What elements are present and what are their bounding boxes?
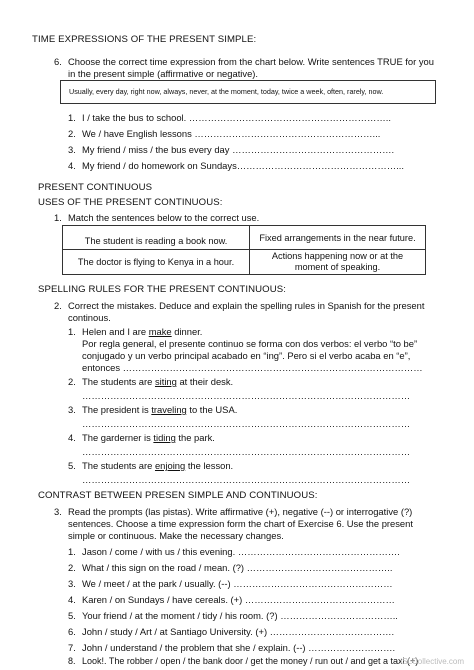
- ex6-item: 3. My friend / miss / the bus every day …………………………………………….: [68, 144, 395, 155]
- ex2-item-1: 1. Helen and I are make dinner.: [68, 326, 203, 337]
- ex6-item: 2. We / have English lessons …………………………………………………...: [68, 128, 381, 139]
- answer-dots: ……………………………………………………………………………………………: [82, 446, 411, 457]
- ex2-instruction-line2: continous.: [68, 312, 111, 323]
- ex2-explanation-line3: entonces ……………………………………………………………………………………: [82, 362, 423, 373]
- ex6-number: 6.: [54, 56, 62, 67]
- ex2-instruction-line1: Correct the mistakes. Deduce and explain the spelling rules in Spanish for the present: [68, 300, 425, 311]
- section-title-contrast: CONTRAST BETWEEN PRESEN SIMPLE AND CONTINUOUS:: [38, 490, 318, 501]
- ex3-instruction-line3: simple or continuous. Make the necessary changes.: [68, 530, 284, 541]
- answer-dots: ……………………………………………………………………………………………: [82, 418, 411, 429]
- ex2-item-5: 5. The students are enjoing the lesson.: [68, 460, 234, 471]
- ex6-instruction-line1: Choose the correct time expression from the chart below. Write sentences TRUE for you: [68, 56, 434, 67]
- ex6-item: 1. I / take the bus to school. ………………………………………………………..: [68, 112, 391, 123]
- ex3-item: 4. Karen / on Sundays / have cereals. (+) …………………………………………: [68, 594, 395, 605]
- match-use-2: Actions happening now or at the moment of speaking.: [250, 250, 426, 275]
- ex3-item: 1. Jason / come / with us / this evening. …………………………………………….: [68, 546, 400, 557]
- ex2-item-3: 3. The president is traveling to the USA.: [68, 404, 238, 415]
- ex6-instruction-line2: in the present simple (affirmative or negative).: [68, 68, 259, 79]
- time-expressions-box: [60, 80, 436, 104]
- ex2-explanation-line2: conjugado y un verbo principal acabado en “ing”. Pero si el verbo acaba en “e”,: [82, 350, 411, 361]
- ex3-item: 7. John / understand / the problem that she / explain. (--) ……………………….: [68, 642, 396, 653]
- ex2-explanation-line1: Por regla general, el presente continuo se forma con dos verbos: el verbo “to be”: [82, 338, 418, 349]
- ex6-item: 4. My friend / do homework on Sundays……………………………………………...: [68, 160, 404, 171]
- ex1-instruction: Match the sentences below to the correct use.: [68, 212, 260, 223]
- match-use-1: Fixed arrangements in the near future.: [250, 226, 426, 250]
- ex1-number: 1.: [54, 212, 62, 223]
- ex3-item: 3. We / meet / at the park / usually. (--) ……………………………………………: [68, 578, 393, 589]
- ex3-instruction-line2: sentences. Choose a time expression form the chart of Exercise 6. Use the present: [68, 518, 413, 529]
- answer-dots: ……………………………………………………………………………………………: [82, 390, 411, 401]
- answer-dots: ……………………………………………………………………………………………: [82, 474, 411, 485]
- time-expressions-text: Usually, every day, right now, always, never, at the moment, today, twice a week, often, rarely, now.: [69, 87, 384, 96]
- watermark: iSLCollective.com: [400, 657, 464, 666]
- match-table: [62, 225, 426, 275]
- ex2-number: 2.: [54, 300, 62, 311]
- section-title-present-continuous: PRESENT CONTINUOUS: [38, 182, 153, 193]
- section-title-time-expressions: TIME EXPRESSIONS OF THE PRESENT SIMPLE:: [32, 34, 257, 45]
- ex3-instruction-line1: Read the prompts (las pistas). Write affirmative (+), negative (--) or interrogative (?): [68, 506, 413, 517]
- ex3-number: 3.: [54, 506, 62, 517]
- section-title-uses: USES OF THE PRESENT CONTINUOUS:: [38, 197, 223, 208]
- ex3-item: 8. Look!. The robber / open / the bank door / get the money / run out / and get a taxi (+): [68, 656, 419, 666]
- ex3-item: 5. Your friend / at the moment / tidy / his room. (?) ………………………………..: [68, 610, 398, 621]
- ex2-item-4: 4. The garderner is tiding the park.: [68, 432, 215, 443]
- ex3-item: 2. What / this sign on the road / mean. (?) ………………………………………..: [68, 562, 393, 573]
- section-title-spelling: SPELLING RULES FOR THE PRESENT CONTINUOUS:: [38, 284, 287, 295]
- ex3-item: 6. John / study / Art / at Santiago University. (+) ………………………………….: [68, 626, 395, 637]
- ex2-item-2: 2. The students are siting at their desk.: [68, 376, 234, 387]
- match-sentence-1: The student is reading a book now.: [63, 226, 250, 250]
- match-sentence-2: The doctor is flying to Kenya in a hour.: [63, 250, 250, 275]
